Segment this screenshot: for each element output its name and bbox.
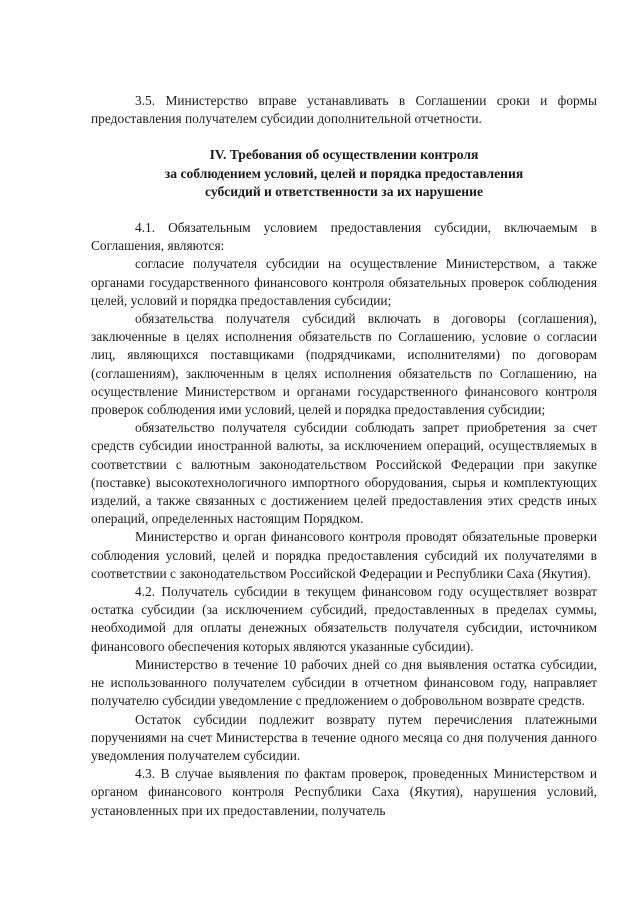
paragraph-currency-ban: обязательство получателя субсидии соблюдать запрет приобретения за счет средств субсидии иностранной валюты, за исключением операций, осуществляемых в соответствии с валютным законодательством Российской Федерации при закупке (поставке) высокотехнологичного импортного оборудования, сырья и комплектующих изделий, а также связанных с достижением целей предоставления этих средств иных операций, определенных настоящим Порядком.	[91, 420, 597, 527]
paragraph-4-1: 4.1. Обязательным условием предоставления субсидии, включаемым в Соглашения, являются:	[91, 220, 597, 254]
paragraph-obligations-contracts: обязательства получателя субсидий включать в договоры (соглашения), заключенные в целях исполнения обязательств по Соглашению, условие о согласии лиц, являющихся поставщиками (подрядчиками, исполнителями) по договорам (соглашениям), заключенным в целях исполнения обязательств по Соглашению, на осуществление Министерством и органами государственного финансового контроля проверок соблюдения ими условий, целей и порядка предоставления субсидии;	[91, 311, 597, 418]
paragraph-4-2: 4.2. Получатель субсидии в текущем финансовом году осуществляет возврат остатка субсидии (за исключением субсидий, предоставленных в пределах суммы, необходимой для оплаты денежных обязательств получателя субсидии, источником финансового обеспечения которых являются указанные субсидии).	[91, 584, 597, 654]
section-heading	[91, 146, 597, 201]
paragraph-consent: согласие получателя субсидии на осуществление Министерством, а также органами государственного финансового контроля обязательных проверок соблюдения целей, условий и порядка предоставления субсидии;	[91, 256, 597, 308]
section-heading-line-2: за соблюдением условий, целей и порядка предоставления	[164, 165, 524, 181]
paragraph-3-5: 3.5. Министерство вправе устанавливать в Соглашении сроки и формы предоставления получателем субсидии дополнительной отчетности.	[91, 93, 597, 127]
paragraph-4-3: 4.3. В случае выявления по фактам проверок, проведенных Министерством и органом финансового контроля Республики Саха (Якутия), нарушения условий, установленных при их предоставлении, получатель	[91, 766, 597, 818]
paragraph-remainder-return: Остаток субсидии подлежит возврату путем перечисления платежными поручениями на счет Министерства в течение одного месяца со дня получения данного уведомления получателем субсидии.	[91, 711, 597, 763]
paragraph-inspections: Министерство и орган финансового контроля проводят обязательные проверки соблюдения условий, целей и порядка предоставления субсидий их получателями в соответствии с законодательством Российской Федерации и Республики Саха (Якутия).	[91, 529, 597, 581]
section-heading-line-1: IV. Требования об осуществлении контроля	[209, 147, 479, 163]
paragraph-notification: Министерство в течение 10 рабочих дней со дня выявления остатка субсидии, не использованного получателем субсидии в отчетном финансовом году, направляет получателю субсидии уведомление с предложением о добровольном возврате средств.	[91, 656, 597, 709]
section-heading-line-3: субсидий и ответственности за их нарушение	[204, 183, 483, 199]
document-body	[91, 92, 597, 820]
